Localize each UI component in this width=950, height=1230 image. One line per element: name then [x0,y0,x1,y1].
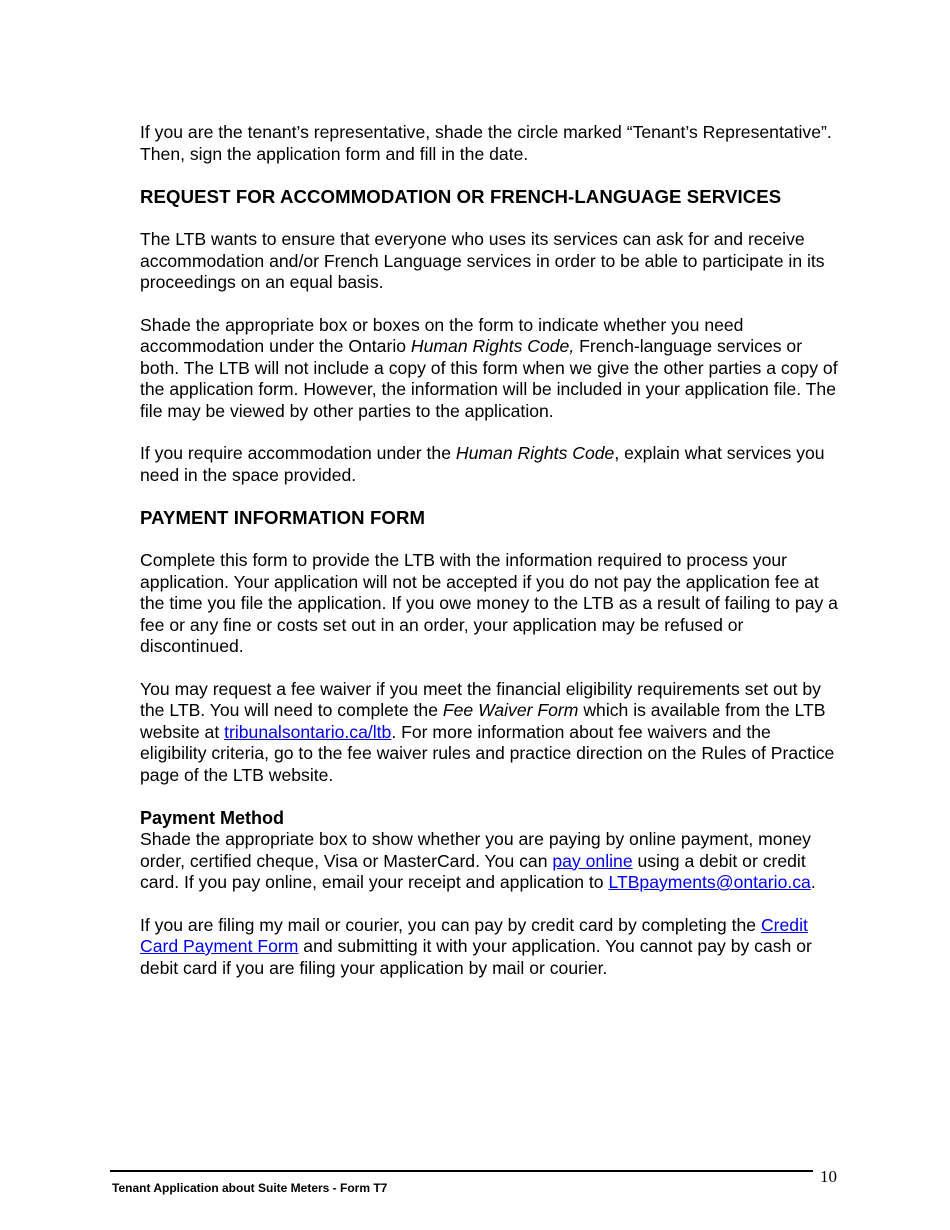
human-rights-code-italic: Human Rights Code, [410,336,575,356]
accommodation-heading: REQUEST FOR ACCOMMODATION OR FRENCH-LANGUAGE SERVICES [140,186,782,207]
footer-title: Tenant Application about Suite Meters - Form T7 [112,1181,388,1195]
page-number: 10 [820,1167,837,1186]
accommodation-paragraph-2: Shade the appropriate box or boxes on the form to indicate whether you need accommodation under the Ontario Human Rights Code, French-language services or both. The LTB will not include a copy of this form when we give the other parties a copy of the application form. However, the information will be included in your application file. The file may be viewed by other parties to the application. [140,314,838,421]
representative-paragraph: If you are the tenant’s representative, shade the circle marked “Tenant’s Representative”. Then, sign the application form and fill in the date. [140,122,832,164]
pay-online-link[interactable]: pay online [552,850,633,871]
accommodation-paragraph-1: The LTB wants to ensure that everyone who uses its services can ask for and receive accommodation and/or French Language services in order to be able to participate in its proceedings on an equal basis. [140,229,825,292]
payment-method-paragraph-1: Shade the appropriate box to show whether you are paying by online payment, money order, certified cheque, Visa or MasterCard. You can pay online using a debit or credit card. If you pay online, email your receipt and application to LTBpayments@ontario.ca. [140,829,816,892]
credit-card-payment-form-link[interactable]: Credit Card Payment Form [140,914,808,956]
accommodation-paragraph-3: If you require accommodation under the Human Rights Code, explain what services you need in the space provided. [140,443,825,485]
payment-paragraph-1: Complete this form to provide the LTB with the information required to process your application. Your application will not be accepted if you do not pay the application fee at the time you file the application. If you owe money to the LTB as a result of failing to pay a fee or any fine or costs set out in an order, your application may be refused or discontinued. [140,550,838,656]
tribunals-ontario-link[interactable]: tribunalsontario.ca/ltb [224,721,392,742]
ltb-payments-email-link[interactable]: LTBpayments@ontario.ca [608,872,811,892]
footer-divider [110,1170,813,1172]
fee-waiver-form-italic: Fee Waiver Form [442,700,579,720]
human-rights-code-italic: Human Rights Code [455,443,615,463]
payment-method-paragraph-2: If you are filing my mail or courier, you can pay by credit card by completing the Credit Card Payment Form and submitting it with your application. You cannot pay by cash or debit card if you are filing your application by mail or courier. [140,914,812,978]
payment-heading: PAYMENT INFORMATION FORM [140,507,426,528]
document-body [140,122,840,979]
payment-method-heading: Payment Method [140,808,285,828]
payment-paragraph-2: You may request a fee waiver if you meet the financial eligibility requirements set out by the LTB. You will need to complete the Fee Waiver Form which is available from the LTB website at tribunalsontario.ca/ltb. For more information about fee waivers and the eligibility criteria, go to the fee waiver rules and practice direction on the Rules of Practice page of the LTB website. [140,678,835,785]
